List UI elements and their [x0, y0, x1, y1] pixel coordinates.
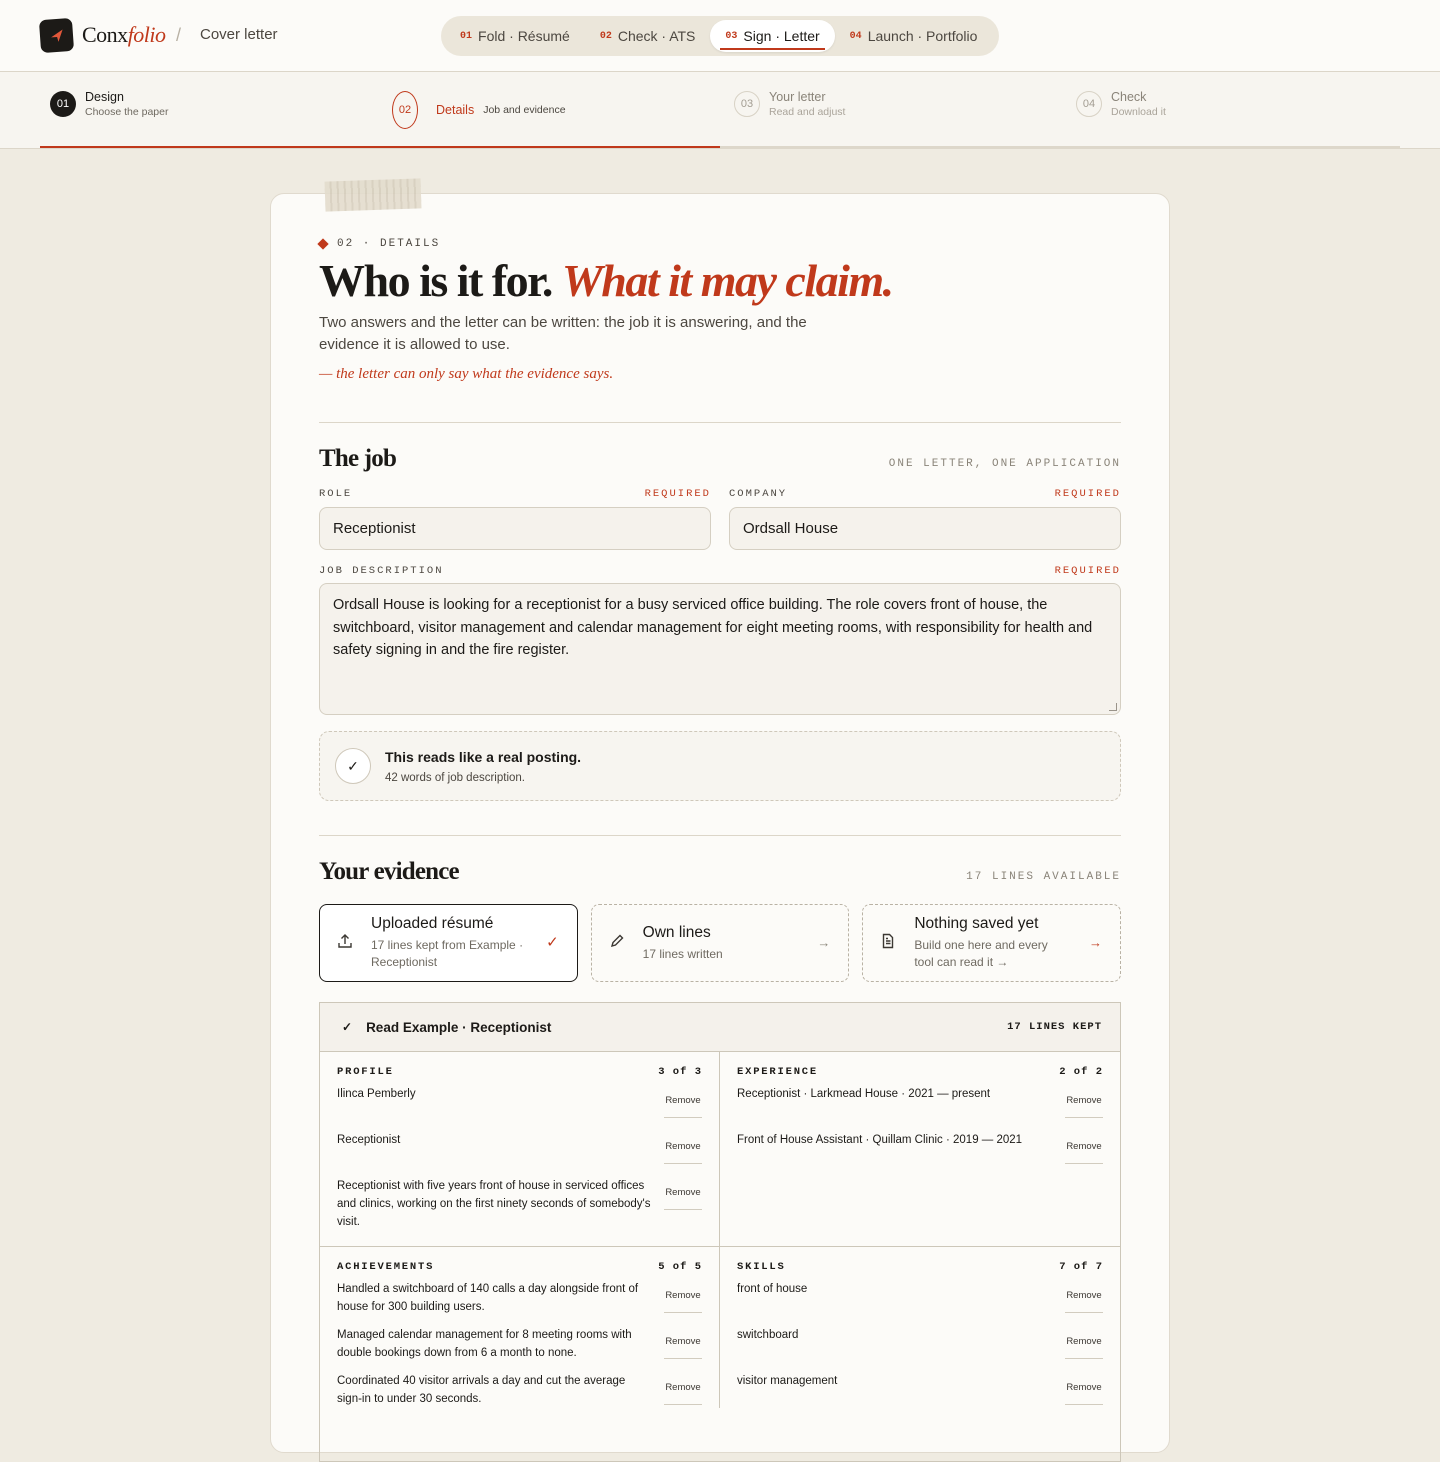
job-section-header: [319, 445, 1121, 473]
evidence-heading: Your evidence: [319, 858, 459, 885]
step-title: Check: [1111, 90, 1147, 104]
resume-evidence-panel: [319, 1002, 1121, 1462]
panel-count: 17 LINES KEPT: [1007, 1021, 1102, 1033]
list-item: Managed calendar management for 8 meeting rooms with double bookings down from 6 a month to none. Remove: [337, 1326, 702, 1372]
tool-tab-resume[interactable]: 01 Fold · Résumé: [460, 28, 570, 44]
required-tag: REQUIRED: [1054, 565, 1121, 577]
divider: [319, 835, 1121, 836]
check-icon: ✓: [342, 1020, 353, 1034]
intro-text: Two answers and the letter can be written: the job it is answering, and the evidence it is allowed to use.: [319, 314, 807, 353]
list-item: Front of House Assistant · Quillam Clinic · 2019 — 2021 Remove: [737, 1131, 1103, 1164]
step-title: Design: [85, 90, 124, 104]
remove-button[interactable]: Remove: [1065, 1326, 1103, 1359]
list-item: visitor management Remove: [737, 1372, 1103, 1405]
list-item: Handled a switchboard of 140 calls a day alongside front of house for 300 building users. Remove: [337, 1280, 702, 1326]
remove-button[interactable]: Remove: [1065, 1131, 1103, 1164]
progress-bar: [40, 146, 1400, 149]
section-eyebrow: 02 · DETAILS: [319, 238, 1121, 250]
logo-icon[interactable]: [39, 18, 74, 53]
details-card: [270, 193, 1170, 1453]
tape-decoration: [325, 178, 422, 211]
company-group: [729, 488, 1121, 550]
required-tag: REQUIRED: [644, 488, 711, 500]
step-check[interactable]: [1076, 90, 1166, 118]
evidence-option-nothing-saved[interactable]: Nothing saved yet Build one here and every tool can read it → →: [862, 904, 1121, 982]
step-details[interactable]: [392, 91, 566, 129]
checkmark-icon: ✓: [335, 748, 371, 784]
progress-fill: [40, 146, 720, 148]
pencil-icon: [609, 933, 627, 954]
check-subtitle: 42 words of job description.: [385, 771, 525, 784]
step-number: 03: [734, 91, 760, 117]
brand-name[interactable]: Conxfolio: [82, 22, 166, 47]
divider: [319, 422, 1121, 423]
remove-button[interactable]: Remove: [1065, 1280, 1103, 1313]
company-input[interactable]: Ordsall House: [729, 507, 1121, 550]
tool-tab-letter[interactable]: 03 Sign · Letter: [710, 20, 834, 52]
list-item: Coordinated 40 visitor arrivals a day and cut the average sign-in to under 30 seconds. Remove: [337, 1372, 702, 1408]
arrow-right-icon: →: [817, 935, 831, 950]
description-label: JOB DESCRIPTION: [319, 565, 444, 577]
evidence-section-header: [319, 858, 1121, 886]
evidence-option-resume[interactable]: Uploaded résumé 17 lines kept from Example · Receptionist ✓: [319, 904, 578, 982]
handwritten-note: — the letter can only say what the evidence says.: [319, 366, 614, 382]
panel-title: Read Example · Receptionist: [366, 1019, 552, 1035]
posting-check: [319, 731, 1121, 801]
step-number: 04: [1076, 91, 1102, 117]
check-icon: ✓: [546, 934, 559, 951]
step-your-letter[interactable]: [734, 90, 845, 118]
tool-switcher: [441, 16, 999, 56]
list-item: switchboard Remove: [737, 1326, 1103, 1372]
page-title: Who is it for. What it may claim.: [319, 255, 893, 306]
breadcrumb-separator: /: [176, 25, 182, 45]
panel-header: [320, 1003, 1120, 1052]
arrow-right-icon: →: [1089, 935, 1103, 950]
list-item: front of house Remove: [737, 1280, 1103, 1326]
remove-button[interactable]: Remove: [664, 1085, 702, 1118]
list-item: Receptionist Remove: [337, 1131, 702, 1177]
step-subtitle: Download it: [1111, 106, 1166, 118]
list-item: Receptionist · Larkmead House · 2021 — present Remove: [737, 1085, 1103, 1131]
step-number: 02: [392, 91, 418, 129]
job-description-textarea[interactable]: Ordsall House is looking for a receptionist for a busy serviced office building. The role covers front of house, the switchboard, visitor management and calendar management for eight meeting rooms, with responsibility for health and safety signing in and the fire register.: [319, 583, 1121, 715]
role-label: ROLE: [319, 488, 353, 500]
step-title: Your letter: [769, 90, 826, 104]
section-achievements: ACHIEVEMENTS 5 of 5 Handled a switchboard of 140 calls a day alongside front of house for 300 building users. Remove Managed calendar management for 8 meeting rooms with double bookings down from 6 a month to none. Remove Coordinated 40 visitor arrivals a day and cut the average sign-in to under 30 seconds. Remove: [320, 1247, 720, 1408]
evidence-meta: 17 LINES AVAILABLE: [966, 871, 1121, 883]
step-subtitle: Choose the paper: [85, 106, 169, 118]
remove-button[interactable]: Remove: [1065, 1372, 1103, 1405]
required-tag: REQUIRED: [1054, 488, 1121, 500]
breadcrumb-current: Cover letter: [200, 26, 278, 43]
progress-stepper: [0, 72, 1440, 149]
job-heading: The job: [319, 445, 397, 472]
step-number: 01: [50, 91, 76, 117]
list-item: Ilinca Pemberly Remove: [337, 1085, 702, 1131]
job-meta: ONE LETTER, ONE APPLICATION: [888, 458, 1121, 470]
list-item: Receptionist with five years front of house in serviced offices and clinics, working on the first ninety seconds of somebody's visit. Remove: [337, 1177, 702, 1231]
step-subtitle: Job and evidence: [483, 104, 566, 116]
evidence-options: [319, 904, 1121, 982]
remove-button[interactable]: Remove: [664, 1372, 702, 1405]
step-title: Details: [436, 103, 475, 117]
check-title: This reads like a real posting.: [385, 748, 582, 765]
document-icon: [880, 933, 898, 954]
step-subtitle: Read and adjust: [769, 106, 846, 118]
remove-button[interactable]: Remove: [664, 1131, 702, 1164]
tool-tab-portfolio[interactable]: 04 Launch · Portfolio: [849, 28, 978, 44]
remove-button[interactable]: Remove: [664, 1326, 702, 1359]
company-label: COMPANY: [729, 488, 788, 500]
remove-button[interactable]: Remove: [1065, 1085, 1103, 1118]
remove-button[interactable]: Remove: [664, 1177, 702, 1210]
section-profile: PROFILE 3 of 3 Ilinca Pemberly Remove Receptionist Remove Receptionist with five years front of house in serviced offices and clinics, working on the first ninety seconds of somebody's visit. Remove: [320, 1052, 720, 1247]
top-bar: [0, 0, 1440, 72]
role-input[interactable]: Receptionist: [319, 507, 711, 550]
section-skills: SKILLS 7 of 7 front of house Remove switchboard Remove visitor management Remove: [720, 1247, 1120, 1408]
remove-button[interactable]: Remove: [664, 1280, 702, 1313]
evidence-option-own-lines[interactable]: Own lines 17 lines written →: [591, 904, 850, 982]
step-design[interactable]: [50, 90, 168, 118]
upload-icon: [337, 933, 355, 954]
section-experience: EXPERIENCE 2 of 2 Receptionist · Larkmead House · 2021 — present Remove Front of House Assistant · Quillam Clinic · 2019 — 2021 Remove: [720, 1052, 1120, 1247]
role-group: [319, 488, 711, 550]
description-group: [319, 565, 1121, 715]
tool-tab-ats[interactable]: 02 Check · ATS: [599, 28, 696, 44]
diamond-icon: [317, 238, 328, 249]
